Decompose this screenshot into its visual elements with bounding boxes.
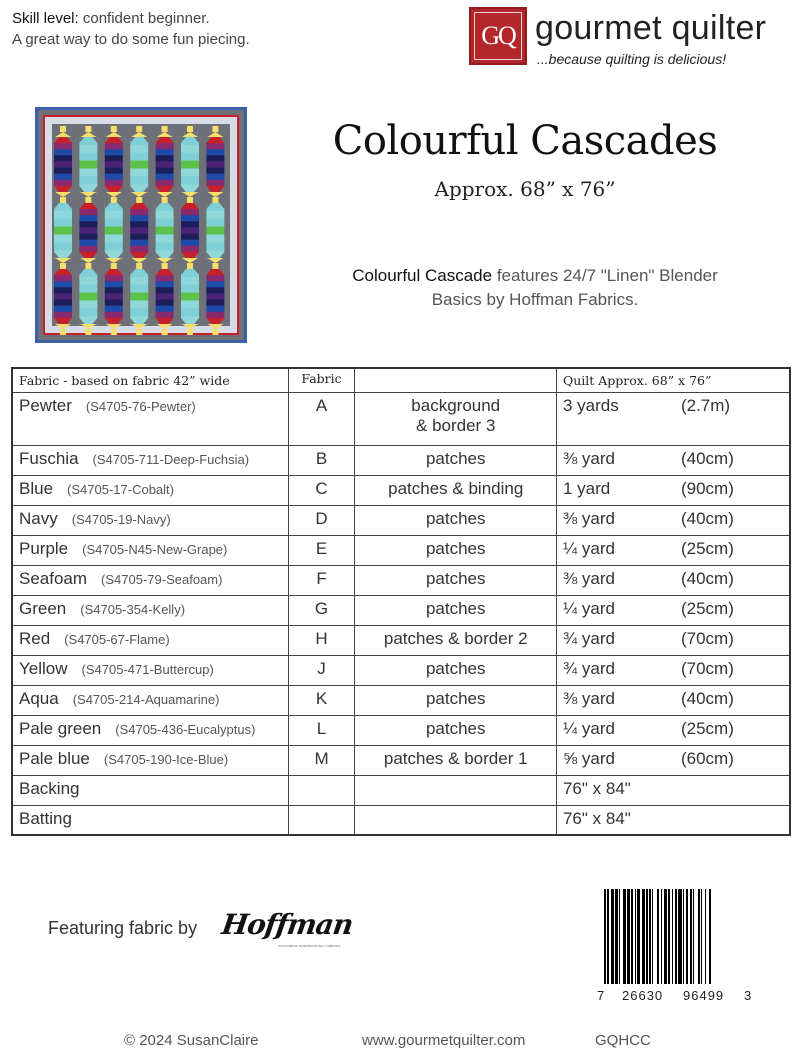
fabric-metric: (25cm)	[680, 538, 734, 558]
fabric-name: Purple	[19, 538, 69, 558]
fabric-use: background	[411, 395, 501, 415]
fabric-amount: ⅜ yard	[562, 448, 615, 468]
fabric-use-cell	[355, 475, 557, 505]
quilt-preview-image	[35, 107, 247, 343]
fabric-quantity-cell	[556, 805, 790, 835]
skill-value: confident beginner.	[78, 10, 210, 27]
fabric-name-cell	[12, 535, 288, 565]
fabric-use-cell	[355, 775, 557, 805]
logo-name: gourmet quilter	[535, 9, 767, 47]
fabric-use: patches	[425, 448, 486, 468]
fabric-metric: (60cm)	[680, 748, 734, 768]
featuring-label: Featuring fabric by	[48, 918, 198, 938]
fabric-name: Seafoam	[19, 568, 88, 588]
fabric-name-cell	[12, 595, 288, 625]
fabric-name: Pewter	[19, 395, 72, 415]
fabric-letter	[288, 775, 355, 805]
table-row	[12, 745, 790, 775]
fabric-use-cell	[355, 505, 557, 535]
fabric-use-cell	[355, 745, 557, 775]
header-use	[355, 368, 557, 392]
fabric-letter: L	[288, 715, 355, 745]
fabric-name: Backing	[19, 778, 80, 798]
fabric-use-line2: & border 3	[416, 415, 496, 435]
fabric-amount: ¾ yard	[562, 628, 615, 648]
fabric-quantity-cell	[556, 775, 790, 805]
fabric-quantity-cell	[556, 655, 790, 685]
fabric-code: (S4705-436-Eucalyptus)	[115, 721, 256, 737]
fabric-use-cell	[355, 655, 557, 685]
fabric-quantity-cell	[556, 392, 790, 445]
fabric-letter: J	[288, 655, 355, 685]
fabric-amount: ⅝ yard	[562, 748, 615, 768]
fabric-amount: ⅜ yard	[562, 688, 615, 708]
fabric-use-cell	[355, 715, 557, 745]
skill-label: Skill level:	[12, 10, 79, 27]
fabric-code: (S4705-67-Flame)	[64, 631, 170, 647]
fabric-code: (S4705-711-Deep-Fuchsia)	[92, 451, 250, 467]
fabric-quantity-cell	[556, 745, 790, 775]
barcode-right-group: 96499	[683, 988, 725, 1003]
header-fabric-name: Fabric - based on fabric 42” wide	[12, 368, 288, 392]
fabric-metric: (40cm)	[680, 568, 734, 588]
fabric-name: Blue	[19, 478, 54, 498]
fabric-name: Red	[19, 628, 51, 648]
fabric-amount: 76" x 84"	[562, 778, 631, 798]
fabric-use-cell	[355, 625, 557, 655]
footer-copyright: © 2024 SusanClaire	[124, 1032, 259, 1049]
fabric-use-cell	[355, 595, 557, 625]
skill-note: A great way to do some fun piecing.	[12, 31, 250, 48]
fabric-quantity-cell	[556, 475, 790, 505]
fabric-code: (S4705-190-Ice-Blue)	[103, 751, 229, 767]
fabric-code: (S4705-19-Navy)	[71, 511, 171, 527]
fabric-quantity-cell	[556, 685, 790, 715]
barcode-check-digit: 3	[744, 988, 752, 1003]
table-row	[12, 715, 790, 745]
fabric-quantity-cell	[556, 565, 790, 595]
fabric-amount: ¼ yard	[562, 718, 615, 738]
fabric-quantity-cell	[556, 715, 790, 745]
pattern-title: Colourful Cascades	[332, 118, 718, 164]
fabric-code: (S4705-79-Seafoam)	[101, 571, 223, 587]
fabric-metric: (40cm)	[680, 688, 734, 708]
barcode-lead-digit: 7	[597, 988, 605, 1003]
fabric-letter: D	[288, 505, 355, 535]
fabric-code: (S4705-76-Pewter)	[85, 398, 196, 414]
fabric-use-cell	[355, 535, 557, 565]
pattern-size: Approx. 68” x 76”	[434, 177, 616, 201]
fabric-metric: (40cm)	[680, 448, 734, 468]
fabric-quantity-cell	[556, 505, 790, 535]
hoffman-logo-subtext: CALIFORNIA INTERNATIONAL FABRICS	[278, 944, 341, 948]
fabric-requirements-table	[11, 367, 791, 836]
fabric-amount: 1 yard	[562, 478, 611, 498]
fabric-letter: E	[288, 535, 355, 565]
desc-bold: Colourful Cascade	[352, 266, 493, 285]
fabric-quantity-cell	[556, 535, 790, 565]
table-row	[12, 565, 790, 595]
fabric-amount: 76" x 84"	[562, 808, 631, 828]
fabric-amount: ⅜ yard	[562, 508, 615, 528]
table-row	[12, 625, 790, 655]
fabric-name: Green	[19, 598, 67, 618]
fabric-quantity-cell	[556, 595, 790, 625]
fabric-metric: (2.7m)	[680, 395, 731, 415]
fabric-name-cell	[12, 392, 288, 445]
fabric-metric: (70cm)	[680, 658, 734, 678]
fabric-use: patches	[425, 658, 486, 678]
table-row	[12, 685, 790, 715]
fabric-name-cell	[12, 445, 288, 475]
fabric-quantity-cell	[556, 625, 790, 655]
fabric-name: Yellow	[19, 658, 68, 678]
table-row	[12, 392, 790, 445]
fabric-metric: (40cm)	[680, 508, 734, 528]
fabric-name-cell	[12, 715, 288, 745]
fabric-use: patches	[425, 508, 486, 528]
fabric-quantity-cell	[556, 445, 790, 475]
fabric-metric: (25cm)	[680, 598, 734, 618]
fabric-name-cell	[12, 505, 288, 535]
fabric-name: Pale green	[19, 718, 102, 738]
gq-monogram-icon: GQ	[469, 7, 527, 65]
fabric-code: (S4705-214-Aquamarine)	[72, 691, 220, 707]
fabric-use-cell	[355, 805, 557, 835]
fabric-use-cell	[355, 392, 557, 445]
fabric-use: patches & border 2	[383, 628, 528, 648]
fabric-letter: H	[288, 625, 355, 655]
fabric-amount: ¼ yard	[562, 598, 615, 618]
fabric-name: Aqua	[19, 688, 59, 708]
fabric-name-cell	[12, 565, 288, 595]
fabric-code: (S4705-N45-New-Grape)	[82, 541, 228, 557]
fabric-code: (S4705-471-Buttercup)	[81, 661, 214, 677]
table-header-row	[12, 368, 790, 392]
fabric-name-cell	[12, 685, 288, 715]
fabric-metric: (90cm)	[680, 478, 734, 498]
upc-barcode	[604, 889, 739, 987]
fabric-use: patches	[425, 718, 486, 738]
fabric-name-cell	[12, 805, 288, 835]
fabric-use: patches	[425, 688, 486, 708]
fabric-name: Fuschia	[19, 448, 79, 468]
fabric-amount: ¾ yard	[562, 658, 615, 678]
header-fabric-letter: Fabric	[288, 368, 355, 392]
fabric-metric: (70cm)	[680, 628, 734, 648]
fabric-name-cell	[12, 775, 288, 805]
fabric-name-cell	[12, 625, 288, 655]
fabric-use: patches & border 1	[383, 748, 528, 768]
fabric-name-cell	[12, 745, 288, 775]
fabric-name: Pale blue	[19, 748, 90, 768]
table-row	[12, 445, 790, 475]
fabric-letter: M	[288, 745, 355, 775]
fabric-amount: 3 yards	[562, 395, 619, 415]
pattern-description: Colourful Cascade features 24/7 "Linen" Blender Basics by Hoffman Fabrics.	[352, 266, 718, 309]
fabric-metric: (25cm)	[680, 718, 734, 738]
table-row	[12, 655, 790, 685]
fabric-use: patches & binding	[388, 478, 524, 498]
table-row	[12, 535, 790, 565]
barcode-left-group: 26630	[622, 988, 664, 1003]
fabric-use-cell	[355, 685, 557, 715]
fabric-use: patches	[425, 598, 486, 618]
fabric-letter: B	[288, 445, 355, 475]
table-row	[12, 475, 790, 505]
fabric-letter: F	[288, 565, 355, 595]
skill-level	[12, 8, 250, 50]
quilt-illustration-icon	[38, 110, 244, 340]
fabric-use: patches	[425, 568, 486, 588]
fabric-name: Batting	[19, 808, 72, 828]
fabric-amount: ¼ yard	[562, 538, 615, 558]
fabric-amount: ⅜ yard	[562, 568, 615, 588]
fabric-letter	[288, 805, 355, 835]
fabric-code: (S4705-354-Kelly)	[80, 601, 186, 617]
fabric-letter: A	[288, 392, 355, 445]
hoffman-logo: Hoffman	[219, 908, 355, 941]
logo-tagline: ...because quilting is delicious!	[537, 51, 727, 67]
fabric-name-cell	[12, 475, 288, 505]
header-quantity: Quilt Approx. 68” x 76”	[556, 368, 790, 392]
table-row	[12, 805, 790, 835]
fabric-letter: G	[288, 595, 355, 625]
fabric-use: patches	[425, 538, 486, 558]
fabric-use-cell	[355, 565, 557, 595]
barcode-bars-icon	[604, 889, 739, 984]
table-row	[12, 505, 790, 535]
footer-pattern-code: GQHCC	[595, 1032, 651, 1049]
fabric-use-cell	[355, 445, 557, 475]
fabric-name-cell	[12, 655, 288, 685]
fabric-letter: K	[288, 685, 355, 715]
gourmet-quilter-logo	[469, 7, 766, 67]
fabric-name: Navy	[19, 508, 58, 528]
table-row	[12, 775, 790, 805]
footer-website-link[interactable]: www.gourmetquilter.com	[362, 1032, 526, 1049]
fabric-letter: C	[288, 475, 355, 505]
fabric-code: (S4705-17-Cobalt)	[67, 481, 174, 497]
table-row	[12, 595, 790, 625]
